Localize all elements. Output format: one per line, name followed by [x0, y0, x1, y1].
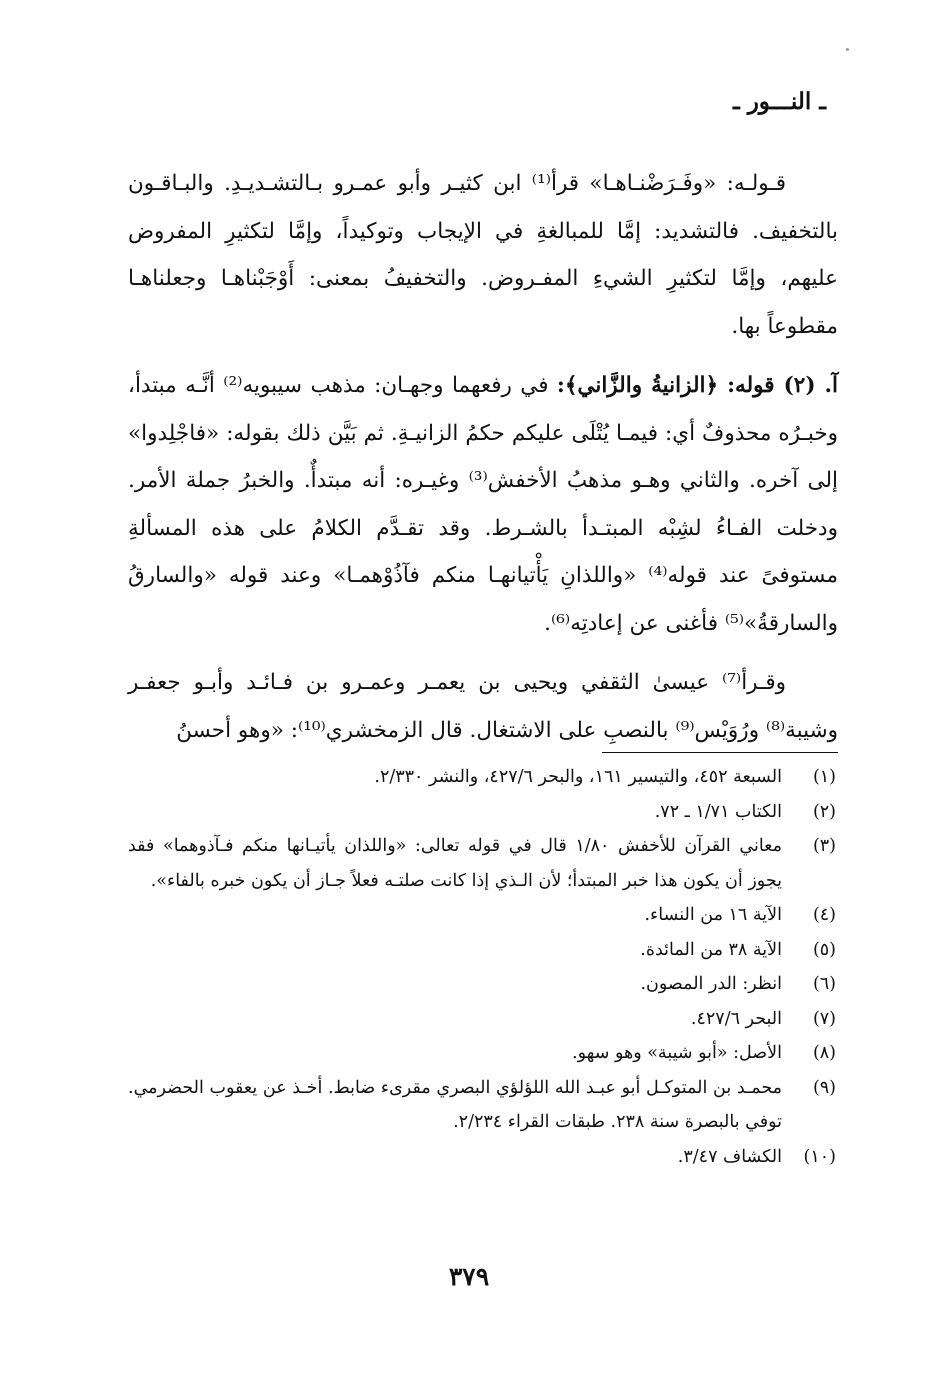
footnote	[128, 829, 836, 898]
footnote-text: انظر: الدر المصون.	[640, 974, 782, 994]
speck-mark	[846, 48, 849, 51]
footnote	[128, 967, 836, 1002]
footnote-text: البحر ٤٢٧/٦.	[690, 1008, 782, 1029]
footnote	[128, 1002, 836, 1037]
paragraph-2-heading: آ. (٢) قوله: ﴿الزانيةُ والزَّاني﴾:	[556, 373, 838, 398]
paragraph-2	[128, 362, 838, 647]
footnote-text: محمـد بن المتوكـل أبو عبـد الله اللؤلؤي البصري مقرىء ضابط. أخـذ عن يعقوب الحضرمي. توفي بالبصرة سنة ٢٣٨. طبقات القراء ٢/٢٣٤.	[128, 1077, 782, 1132]
footnote-number: (٧)	[812, 1008, 836, 1029]
footnote	[128, 1071, 836, 1140]
page-number: ٣٧٩	[448, 1262, 490, 1291]
paragraph-2-text: في رفعهما وجهـان: مذهب سيبويه⁽²⁾ أنَّـه مبتدأ، وخبـرُه محذوفٌ أي: فيمـا يُتْلَى عليكم حكمُ الزانيـةِ. ثم بَيَّن ذلك بقوله: «فاجْلِدوا» إلى آخره. والثاني وهـو مذهبُ الأخفش⁽³⁾ وغيـره: أنه مبتدأٌ. والخبرُ جملة الأمر. ودخلت الفـاءُ لشِبْه المبتـدأ بالشـرط. وقد تقـدَّم الكلامُ على هذه المسألةِ مستوفىً عند قوله⁽⁴⁾ «واللذانِ يَأْتيانهـا منكم فآذُوْهمـا» وعند قوله «والسارقُ والسارقةُ»⁽⁵⁾ فأغنى عن إعادتِه⁽⁶⁾.	[128, 373, 838, 636]
footnote	[128, 933, 836, 968]
paragraph-1	[128, 160, 838, 350]
paragraph-1-text: قـولـه: «وفَـرَضْنـاهـا» قرأ⁽¹⁾ ابن كثيـر وأبو عمـرو بـالتشـديـدِ. والبـاقـون بالتخفيف. فالتشديد: إمَّا للمبالغةِ في الإيجاب وتوكيداً، وإمَّا لتكثيرِ المفروض عليهم، وإمَّا لتكثيرِ الشيءِ المفـروض. والتخفيفُ بمعنى: أَوْجَبْناهـا وجعلناهـا مقطوعاً بها.	[128, 171, 838, 339]
footnote-text: الآية ١٦ من النساء.	[644, 905, 782, 925]
running-head: ـ النـــور ـ	[732, 88, 826, 115]
footnote-text: الكشاف ٣/٤٧.	[677, 1146, 782, 1167]
footnote	[128, 795, 836, 830]
footnote	[128, 898, 836, 933]
footnote-separator	[602, 752, 838, 753]
footnote-number: (١)	[812, 767, 836, 787]
footnote	[128, 1036, 836, 1071]
footnote-number: (٢)	[812, 801, 836, 822]
footnote-number: (١٠)	[803, 1146, 836, 1167]
footnote	[128, 760, 836, 795]
footnote-number: (٩)	[812, 1077, 836, 1098]
footnote-text: الآية ٣٨ من المائدة.	[640, 939, 782, 960]
footnote-text: الكتاب ١/٧١ ـ ٧٢.	[654, 801, 782, 822]
footnote-number: (٥)	[812, 939, 836, 960]
footnote-text: السبعة ٤٥٢، والتيسير ١٦١، والبحر ٤٢٧/٦، والنشر ٢/٣٣٠.	[374, 767, 782, 787]
footnote-number: (٣)	[812, 836, 836, 856]
footnote	[128, 1140, 836, 1175]
footnote-text: الأصل: «أبو شيبة» وهو سهو.	[572, 1043, 782, 1063]
footnote-number: (٨)	[812, 1043, 836, 1063]
main-text	[128, 160, 838, 754]
footnote-number: (٦)	[812, 974, 836, 994]
footnote-text: معاني القرآن للأخفش ١/٨٠ قال في قوله تعالى: «واللذان يأتيـانها منكم فـآذوهما» فقد يجوز أن يكون هذا خبر المبتدأ؛ لأن الـذي إذا كانت صلتـه فعلاً جـاز أن يكون خبره بالفاء».	[128, 836, 782, 891]
paragraph-3-text: وقـرأ⁽⁷⁾ عيسىٰ الثقفي ويحيى بن يعمـر وعمـرو بن فـائـد وأبـو جعفـر وشيبة⁽⁸⁾ ورُوَيْس⁽⁹⁾ بالنصبِ على الاشتغال. قال الزمخشري⁽¹⁰⁾: «وهو أحسنُ	[128, 670, 838, 743]
paragraph-3	[128, 659, 838, 754]
footnotes	[128, 760, 836, 1174]
footnote-number: (٤)	[812, 905, 836, 925]
